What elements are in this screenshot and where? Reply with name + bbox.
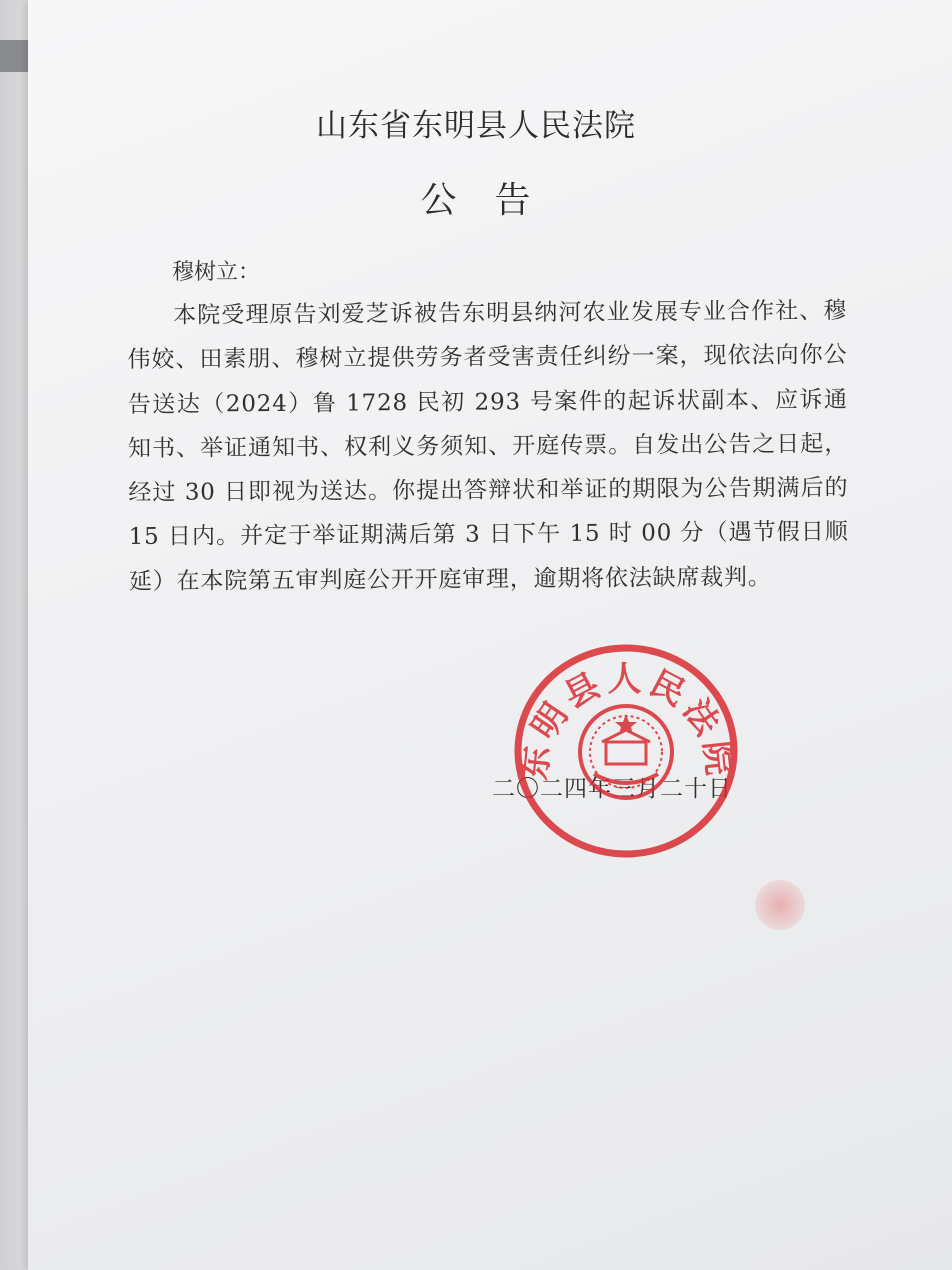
court-seal-icon [512,642,740,860]
addressee: 穆树立： [172,260,261,285]
notice-title: 公 告 [420,180,532,221]
svg-text:东明县人民法院: 东明县人民法院 [514,659,740,783]
notice-date: 二〇二四年三月二十日 [492,776,732,802]
court-name: 山东省东明县人民法院 [316,108,636,144]
ink-smudge [755,880,805,930]
notice-body: 本院受理原告刘爱芝诉被告东明县纳河农业发展专业合作社、穆伟姣、田素朋、穆树立提供劳务者受害责任纠纷一案，现依法向你公告送达（2024）鲁 1728 民初 293 号案件的起诉状副本、应诉通知书、举证通知书、权利义务须知、开庭传票。自发出公告之日起，经过 30 日即视为送达。你提出答辩状和举证的期限为公告期满后的 15 日内。并定于举证期满后第 3 日下午 15 时 00 分（遇节假日顺延）在本院第五审判庭公开开庭审理，逾期将依法缺席裁判。 [127,297,849,595]
